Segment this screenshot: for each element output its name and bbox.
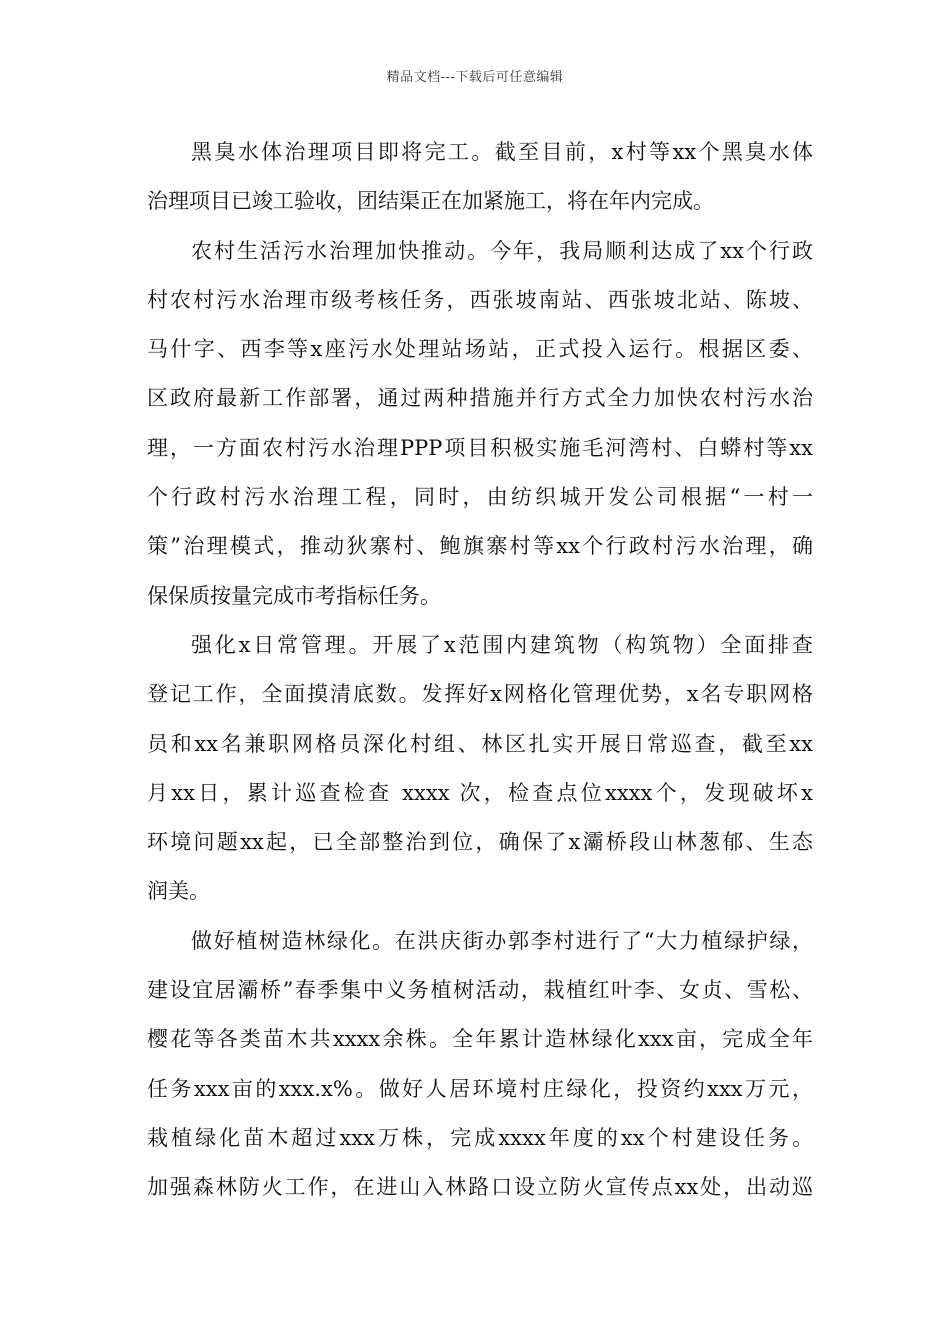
paragraph-line: 理，一方面农村污水治理PPP项目积极实施毛河湾村、白蟒村等xx: [147, 435, 813, 460]
paragraph-line: 登记工作，全面摸清底数。发挥好x网格化管理优势，x名专职网格: [147, 682, 813, 707]
paragraph-line: 区政府最新工作部署，通过两种措施并行方式全力加快农村污水治: [147, 386, 813, 411]
paragraph-line: 村农村污水治理市级考核任务，西张坡南站、西张坡北站、陈坡、: [147, 287, 813, 312]
paragraph-line: 治理项目已竣工验收，团结渠正在加紧施工，将在年内完成。: [147, 189, 714, 214]
paragraph-afforestation: [147, 917, 813, 1213]
paragraph-line: 保保质按量完成市考指标任务。: [147, 583, 441, 608]
paragraph-line: 策”治理模式，推动狄寨村、鲍旗寨村等xx个行政村污水治理，确: [147, 534, 813, 559]
paragraph-line: 环境问题xx起，已全部整治到位，确保了x灞桥段山林葱郁、生态: [147, 830, 813, 855]
page-header: 精品文档---下载后可任意编辑: [386, 70, 564, 85]
paragraph-line: 黑臭水体治理项目即将完工。截至目前，x村等xx个黑臭水体: [191, 140, 813, 164]
document-body: [147, 128, 813, 1213]
paragraph-line: 月xx日，累计巡查检查 xxxx 次，检查点位xxxx个，发现破坏x: [147, 780, 813, 805]
paragraph-line: 做好植树造林绿化。在洪庆街办郭李村进行了“大力植绿护绿，: [191, 928, 813, 953]
paragraph-daily-management: [147, 621, 813, 917]
paragraph-line: 农村生活污水治理加快推动。今年，我局顺利达成了xx个行政: [191, 238, 813, 263]
paragraph-line: 强化x日常管理。开展了x范围内建筑物（构筑物）全面排查: [191, 632, 813, 657]
paragraph-black-water: [147, 128, 813, 227]
paragraph-line: 樱花等各类苗木共xxxx余株。全年累计造林绿化xxx亩，完成全年: [147, 1027, 813, 1052]
paragraph-line: 马什字、西李等x座污水处理站场站，正式投入运行。根据区委、: [147, 337, 813, 362]
paragraph-rural-sewage: [147, 227, 813, 621]
paragraph-line: 建设宜居灞桥”春季集中义务植树活动，栽植红叶李、女贞、雪松、: [147, 978, 813, 1003]
paragraph-line: 加强森林防火工作，在进山入林路口设立防火宣传点xx处，出动巡: [147, 1175, 813, 1200]
paragraph-line: 员和xx名兼职网格员深化村组、林区扎实开展日常巡查，截至xx: [147, 731, 813, 756]
paragraph-line: 任务xxx亩的xxx.x%。做好人居环境村庄绿化，投资约xxx万元，: [147, 1076, 813, 1101]
paragraph-line: 润美。: [147, 879, 210, 904]
paragraph-line: 栽植绿化苗木超过xxx万株，完成xxxx年度的xx个村建设任务。: [147, 1125, 813, 1150]
paragraph-line: 个行政村污水治理工程，同时，由纺织城开发公司根据“一村一: [147, 485, 813, 510]
